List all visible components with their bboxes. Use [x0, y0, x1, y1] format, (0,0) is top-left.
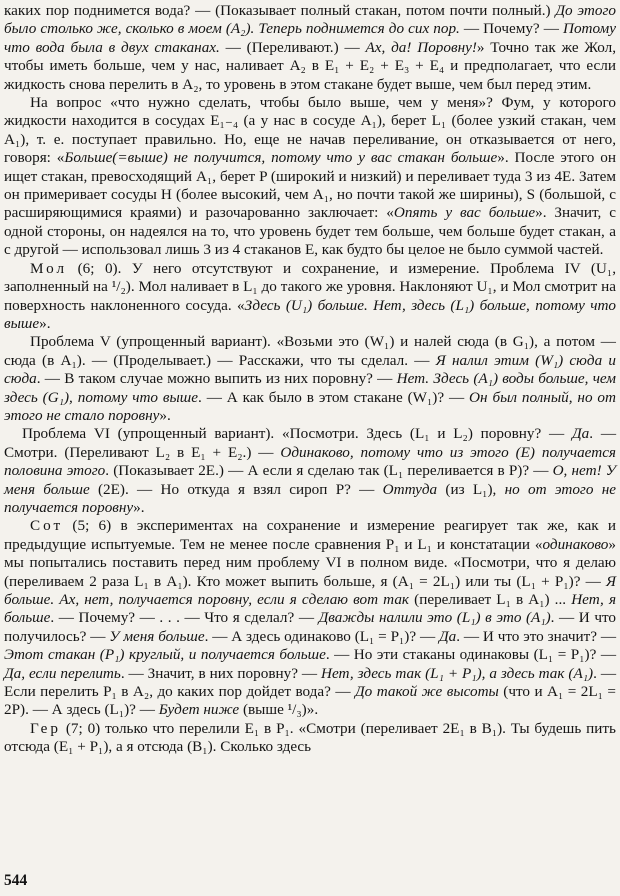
italic-quote: Потому что вода была в двух стаканах.: [4, 20, 616, 56]
paragraph: [4, 425, 616, 517]
italic-quote: Да: [438, 627, 457, 645]
text-run: каких пор поднимется вода? — (Показывает полный стакан, потом почти полный.): [4, 2, 556, 19]
italic-quote: одинаково: [542, 535, 609, 553]
italic-quote: Нет, я больше: [4, 591, 617, 627]
text-run: . — Если перелить P₁ в A₂, до каких пор дойдет вода? —: [4, 664, 617, 701]
text-run: ». После этого он ищет стакан, превосходящий A₁, берет P (широкий и низкий) и переливает туда 3 из 4E. Затем он примеривает сосуды H (более высокий, чем A₁, но почти такой же ширины), S (большой, с расширяющимися краями) и разочарованно заключает: «: [4, 149, 616, 222]
italic-quote: Да, если перелить: [4, 664, 121, 682]
text-run: ».: [39, 314, 51, 332]
italic-quote: Я больше. Ах, нет, получается поровну, если я сделаю вот так: [4, 572, 616, 608]
text-run: (2E). — Но откуда я взял сироп P? —: [89, 480, 383, 498]
text-run: (6; 0). У него отсутствуют и сохранение, и измерение. Проблема IV (U₁, заполненный на ¹/₂). Мол наливает в L₁ до такого же уровня. Наклоняют U₁, и Мол смотрит на поверхность наклоненного сосуда. «: [4, 259, 616, 314]
text-run: ». Значит, с одной стороны, он надеялся на то, что уровень будет тем больше, чем больше будет стакан, а с другой — использовал лишь 3 из 4 стаканов E, как будто бы целое не было суммой частей.: [4, 204, 616, 259]
text-run: . — И что это значит? —: [456, 627, 617, 645]
paragraph: [4, 260, 616, 334]
italic-quote: Он был полный, но от этого не стало поровну: [4, 388, 616, 424]
text-run: . — И что получилось? —: [4, 609, 616, 645]
text-run: (что и A₁ = 2L₁ = 2P). — А здесь (L₁)? —: [4, 683, 616, 719]
italic-quote: Одинаково, потому что из этого (E) получается половина этого: [4, 443, 616, 480]
italic-quote: Ах, да! Поровну!: [365, 38, 477, 56]
text-run: (из L₁),: [437, 480, 505, 498]
paragraph: [4, 333, 616, 425]
text-run: Проблема V (упрощенный вариант). «Возьми это (W₁) и налей сюда (в G₁), а потом — сюда (в A₁). — (Проделывает.) — Расскажи, что ты сделал. —: [4, 333, 616, 369]
italic-quote: Больше(=выше) не получится, потому что у вас стакан больше: [64, 149, 498, 167]
text-run: . — А здесь одинаково (L₁ = P₁)? —: [204, 627, 439, 645]
text-run: (выше ¹/₃)».: [239, 701, 319, 719]
italic-quote: Нет. Здесь (A₁) воды больше, чем здесь (G₁), потому что выше: [4, 370, 616, 406]
text-run: . — А как было в этом стакане (W₁)? —: [198, 388, 470, 406]
text-run: — Почему? —: [459, 20, 563, 38]
italic-quote: До такой же высоты: [354, 683, 499, 701]
page-body-text: [4, 2, 616, 757]
text-run: . — Значит, в них поровну? —: [120, 664, 322, 682]
paragraph: [4, 2, 616, 94]
subject-name: Гер: [30, 719, 61, 737]
italic-quote: Я налил этим (W₁) сюда и сюда: [4, 351, 616, 388]
italic-quote: Опять у вас больше: [393, 204, 536, 222]
paragraph: [4, 94, 616, 260]
italic-quote: У меня больше: [109, 627, 205, 645]
text-run: » Точно так же Жол, чтобы иметь больше, чем у нас, наливает A₂ в E₁ + E₂ + E₃ + E₄ и предполагает, что если жидкость снова перелить в A₂, то уровень в этом стакане будет выше, чем был перед этим.: [4, 38, 616, 93]
italic-quote: Этот стакан (P₁) круглый, и получается больше: [4, 646, 326, 664]
text-run: . — Смотри. (Переливают L₂ в E₁ + E₂.) —: [4, 425, 616, 461]
italic-quote: Дважды налили это (L₁) в это (A₁): [318, 609, 551, 627]
italic-quote: но от этого не получается поровну: [4, 480, 616, 516]
paragraph: [4, 720, 616, 757]
text-run: ».: [133, 498, 145, 516]
text-run: » мы попытались поставить перед ним проблему VI в полном виде. «Посмотри, что я делаю (переливаем 2 раза L₁ в A₁). Кто может выпить больше, я (A₁ = 2L₁) или ты (L₁ + P₁)? —: [4, 535, 616, 590]
text-run: . (Показывает 2E.) — А если я сделаю так (L₁ переливается в P)? —: [105, 462, 553, 480]
italic-quote: О, нет! У меня больше: [4, 462, 617, 498]
text-run: (5; 6) в экспериментах на сохранение и измерение реагирует так же, как и предыдущие испытуемые. Тем не менее после сравнения P₁ и L₁ и констатации «: [4, 517, 616, 553]
paragraph: [4, 517, 616, 719]
text-run: Проблема VI (упрощенный вариант). «Посмотри. Здесь (L₁ и L₂) поровну? —: [22, 425, 572, 443]
italic-quote: Здесь (U₁) больше. Нет, здесь (L₁) больше, потому что выше: [4, 296, 617, 332]
italic-quote: Нет, здесь так (L₁ + P₁), а здесь так (A₁): [321, 664, 594, 682]
italic-quote: Оттуда: [382, 480, 438, 498]
text-run: (переливает L₁ в A₁) ...: [409, 591, 572, 608]
text-run: На вопрос «что нужно сделать, чтобы было выше, чем у меня»? Фум, у которого жидкости находится в сосудах E₁₋₄ (а у нас в сосуде A₁), берет L₁ (более узкий стакан, чем A₁), т. е. поступает правильно. Но, еще не начав переливание, он отказывается от него, говоря: «: [4, 94, 616, 167]
italic-quote: Да: [571, 425, 590, 443]
text-run: ».: [159, 406, 171, 424]
subject-name: Мол: [30, 259, 68, 277]
text-run: (7; 0) только что перелили E₁ в P₁. «Смотри (переливает 2E₁ в B₁). Ты будешь пить отсюда (E₁ + P₁), а я отсюда (B₁). Сколько здесь: [4, 719, 616, 756]
text-run: — (Переливают.) —: [219, 38, 366, 56]
page-number: 544: [4, 872, 28, 889]
text-run: . — Но эти стаканы одинаковы (L₁ = P₁)? —: [325, 646, 617, 664]
text-run: . — Почему? — . . . — Что я сделал? —: [50, 609, 319, 627]
italic-quote: Будет ниже: [158, 701, 240, 719]
italic-quote: До этого было столько же, сколько в моем (A₂). Теперь поднимется до сих пор.: [4, 2, 616, 38]
text-run: . — В таком случае можно выпить из них поровну? —: [36, 370, 397, 388]
subject-name: Сот: [30, 517, 64, 535]
